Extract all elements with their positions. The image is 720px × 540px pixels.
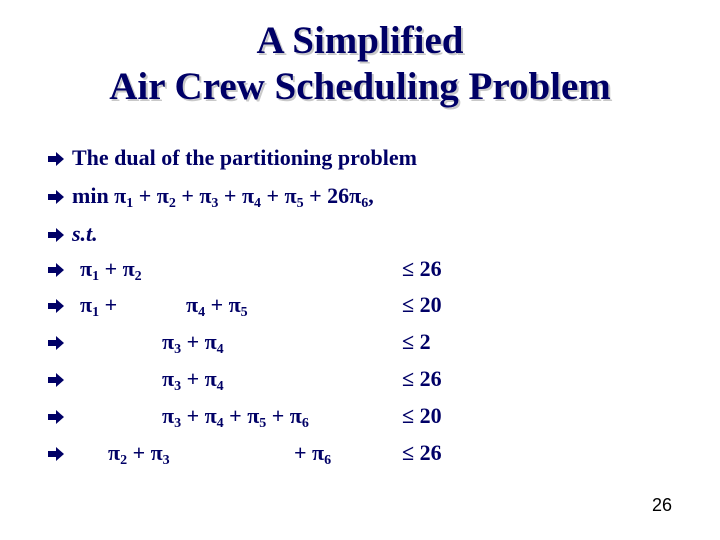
constraint-lhs: $\pi_3 + \pi_4 + \pi_5 + \pi_6$	[162, 403, 309, 431]
title-line-1: A Simplified	[256, 19, 464, 62]
constraint-rhs: ≤ 26	[402, 256, 442, 281]
constraint-rhs: ≤ 20	[402, 292, 442, 317]
right-arrow-icon	[48, 336, 62, 350]
right-arrow-icon	[48, 299, 62, 313]
page-number: 26	[652, 495, 673, 515]
constraint-lhs-part: $\pi_1$ +	[80, 292, 118, 320]
right-arrow-icon	[48, 228, 62, 242]
constraint-row	[48, 364, 668, 394]
constraint-row	[48, 327, 668, 357]
title-line-2: Air Crew Scheduling Problem	[109, 65, 611, 108]
constraint-row	[48, 254, 668, 284]
right-arrow-icon	[48, 373, 62, 387]
objective-expression: $\min \pi_1 + \pi_2 + \pi_3 + \pi_4 + \pi_5 + 26\pi_6$,	[72, 183, 374, 211]
list-item	[48, 181, 668, 211]
constraint-lhs-part: $\pi_2 + \pi_3$	[108, 440, 170, 468]
constraint-lhs: $\pi_3 + \pi_4$	[162, 329, 224, 357]
constraint-rhs: ≤ 20	[402, 403, 442, 428]
line-text: The dual of the partitioning problem	[72, 145, 417, 170]
list-item	[48, 143, 668, 173]
list-item	[48, 219, 668, 249]
constraint-row	[48, 401, 668, 431]
subject-to-label: s.t.	[72, 221, 98, 246]
constraint-row	[48, 438, 668, 468]
constraint-row	[48, 290, 668, 320]
slide-title	[0, 18, 720, 110]
right-arrow-icon	[48, 447, 62, 461]
constraint-lhs: $\pi_1 + \pi_2$	[80, 256, 142, 284]
constraint-rhs: ≤ 2	[402, 329, 431, 354]
constraint-rhs: ≤ 26	[402, 440, 442, 465]
constraint-lhs: $\pi_3 + \pi_4$	[162, 366, 224, 394]
constraint-rhs: ≤ 26	[402, 366, 442, 391]
right-arrow-icon	[48, 263, 62, 277]
constraint-lhs-part: + $\pi_6$	[294, 440, 332, 468]
right-arrow-icon	[48, 190, 62, 204]
right-arrow-icon	[48, 410, 62, 424]
right-arrow-icon	[48, 152, 62, 166]
constraint-lhs-part: $\pi_4 + \pi_5$	[186, 292, 248, 320]
